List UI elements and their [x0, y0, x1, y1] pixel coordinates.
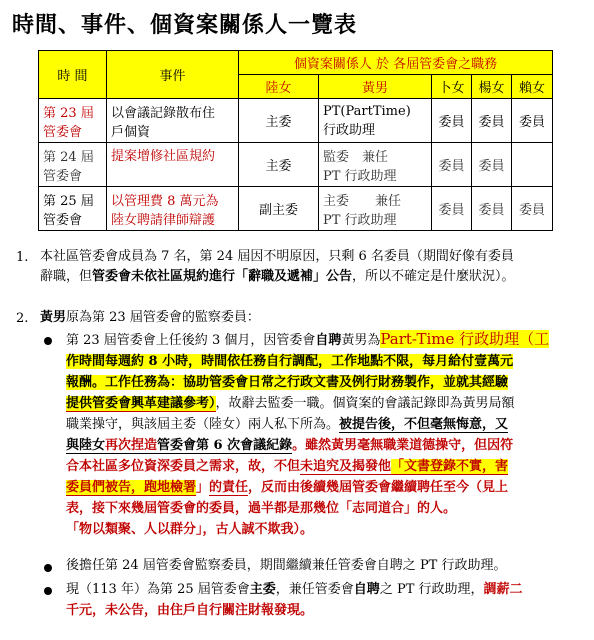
text-emphasis: 被提告後，不但毫無悔意，又: [339, 417, 509, 432]
cell-event-sub: 陸女聘請律師辯護: [111, 212, 216, 228]
header-event: 事件: [107, 51, 239, 99]
cell-time: 第 24 屆: [43, 149, 94, 165]
cell-huang-sub: 行政助理: [323, 122, 376, 138]
text-span: 職業操守，與該屆主委（陸女）兩人私下所為。: [66, 417, 340, 432]
paragraph-1: [40, 247, 585, 287]
cell-yang: 委員: [472, 99, 512, 143]
bullet-3: [66, 579, 591, 621]
text-highlight: 「文書登錄不實，害: [391, 459, 509, 474]
table-row: [39, 187, 553, 231]
text-emphasis: 主委: [249, 582, 276, 597]
text-highlight: 作時間每週約 8 小時，時間依任務自行調配，工作地點不限，每月給付壹萬元: [66, 354, 514, 369]
text-highlight: 提供管委會興革建議參考）: [66, 396, 216, 411]
header-lai: 賴女: [512, 75, 553, 99]
text-span: 現（113 年）為第 25 屆管委會: [66, 582, 250, 597]
paragraph-line: [66, 579, 591, 600]
paragraph-line: 表，接下來幾屆管委會的委員，過半都是那幾位「志同道合」的人。: [66, 501, 457, 516]
cell-yang: 委員: [472, 187, 512, 231]
paragraph-line: 「物以類聚、人以群分」，古人誠不欺我）。: [66, 522, 314, 537]
bullet-icon: [44, 564, 52, 572]
cell-event-sub: 戶個資: [111, 124, 151, 140]
text-emphasis: 調薪二: [483, 582, 523, 597]
text-emphasis: 自聘: [353, 582, 380, 597]
text-emphasis: 」: [196, 480, 210, 495]
bullet-icon: [44, 337, 52, 345]
bullet-icon: [44, 587, 52, 595]
text-highlight: 委員們被告，跑地檢署: [66, 480, 197, 495]
text-emphasis: 。雖然黃男毫無職業道德操守，但因符: [292, 438, 514, 453]
paragraph-line: 千元，未公告，由住戶自行關注財報發現。: [66, 603, 314, 618]
header-huang: 黃男: [319, 75, 432, 99]
paragraph-line: [66, 393, 591, 414]
text-span: 與陸女: [66, 438, 106, 453]
header-lu: 陸女: [239, 75, 319, 99]
paragraph-line: [40, 267, 585, 287]
cell-time-sub: 管委會: [43, 212, 83, 228]
cell-event: 提案增修社區規約: [111, 149, 216, 164]
text-emphasis: 再次捏造: [105, 438, 158, 453]
cell-event: 以會議記錄散布住: [111, 105, 216, 121]
cell-huang: 主委 兼任: [323, 193, 402, 209]
cell-time-sub: 管委會: [43, 168, 83, 184]
bullet-2: 後擔任第 24 屆管委會監察委員，期間繼續兼任管委會自聘之 PT 行政助理。: [66, 558, 507, 573]
cell-time-sub: 管委會: [43, 124, 83, 140]
list-number: 2.: [16, 311, 29, 326]
cell-bu: 委員: [432, 143, 472, 187]
text-span: 第 23 屆管委會上任後約 3 個月，因管委會: [66, 333, 316, 348]
text-span: ，所以不確定是什麼狀況）。: [352, 269, 515, 284]
text-emphasis: ，反而由後續幾屆管委會繼續聘任至今（見上: [248, 480, 509, 495]
paragraph-line: 本社區管委會成員為 7 名，第 24 屆因不明原因，只剩 6 名委員（期間好像有委員: [40, 249, 514, 264]
cell-lai: 委員: [512, 187, 553, 231]
paragraph-line: [66, 414, 591, 435]
header-time: 時 間: [39, 51, 107, 99]
paragraph-line: [66, 477, 591, 498]
cell-yang: 委員: [472, 143, 512, 187]
header-bu: 卜女: [432, 75, 472, 99]
cell-lai: 委員: [512, 99, 553, 143]
paragraph-line: [66, 435, 591, 456]
cell-time: 第 23 屆: [43, 105, 94, 121]
text-span: 之 PT 行政助理，: [379, 582, 484, 597]
cell-huang: 監委 兼任: [323, 149, 389, 165]
text-span: 黃男為: [341, 333, 381, 348]
text-emphasis: 自聘: [315, 333, 342, 348]
text-highlight: Part-Time 行政助理（工: [380, 330, 550, 348]
paragraph-line: [66, 456, 591, 477]
list-number: 1.: [16, 250, 29, 265]
header-yang: 楊女: [472, 75, 512, 99]
text-emphasis: 管委會未依社區規約進行「辭職及遞補」公告: [92, 269, 353, 284]
text-emphasis: 的責任: [209, 480, 249, 495]
header-group: 個資案關係人 於 各屆管委會之職務: [239, 51, 553, 75]
text-emphasis: 合本社區多位資深委員之需求，故，不但: [66, 459, 301, 474]
paragraph-line: [66, 329, 591, 351]
text-emphasis: 黃男: [40, 310, 67, 325]
cell-lu: 主委: [239, 143, 319, 187]
table-row: [39, 99, 553, 143]
cell-lu: 主委: [239, 99, 319, 143]
cell-bu: 委員: [432, 99, 472, 143]
cell-lai: [512, 143, 553, 187]
page-title: 時間、事件、個資案關係人一覽表: [12, 13, 358, 38]
cell-bu: 委員: [432, 187, 472, 231]
table-row: [39, 143, 553, 187]
cell-huang-sub: PT 行政助理: [323, 212, 397, 228]
relationship-table: [38, 50, 553, 231]
cell-huang: PT(PartTime): [323, 103, 411, 119]
text-emphasis: 未追究及揭發他: [300, 459, 392, 474]
bullet-1: [66, 329, 591, 540]
cell-huang-sub: PT 行政助理: [323, 168, 397, 184]
text-span: ，兼任管委會: [275, 582, 354, 597]
text-span: 辭職，但: [40, 269, 93, 284]
text-span: 原為第 23 屆管委會的監察委員：: [66, 310, 260, 325]
cell-lu: 副主委: [239, 187, 319, 231]
text-highlight: 報酬。工作任務為：協助管委會日常之行政文書及例行財務製作，並就其經驗: [66, 375, 509, 390]
text-span: 管委會第 6 次會議紀錄: [157, 438, 293, 453]
cell-event: 以管理費 8 萬元為: [111, 193, 219, 209]
text-span: ，故辭去監委一職。個資案的會議記錄即為黃男局額: [215, 396, 515, 411]
paragraph-2-heading: [40, 308, 260, 328]
cell-time: 第 25 屆: [43, 193, 94, 209]
